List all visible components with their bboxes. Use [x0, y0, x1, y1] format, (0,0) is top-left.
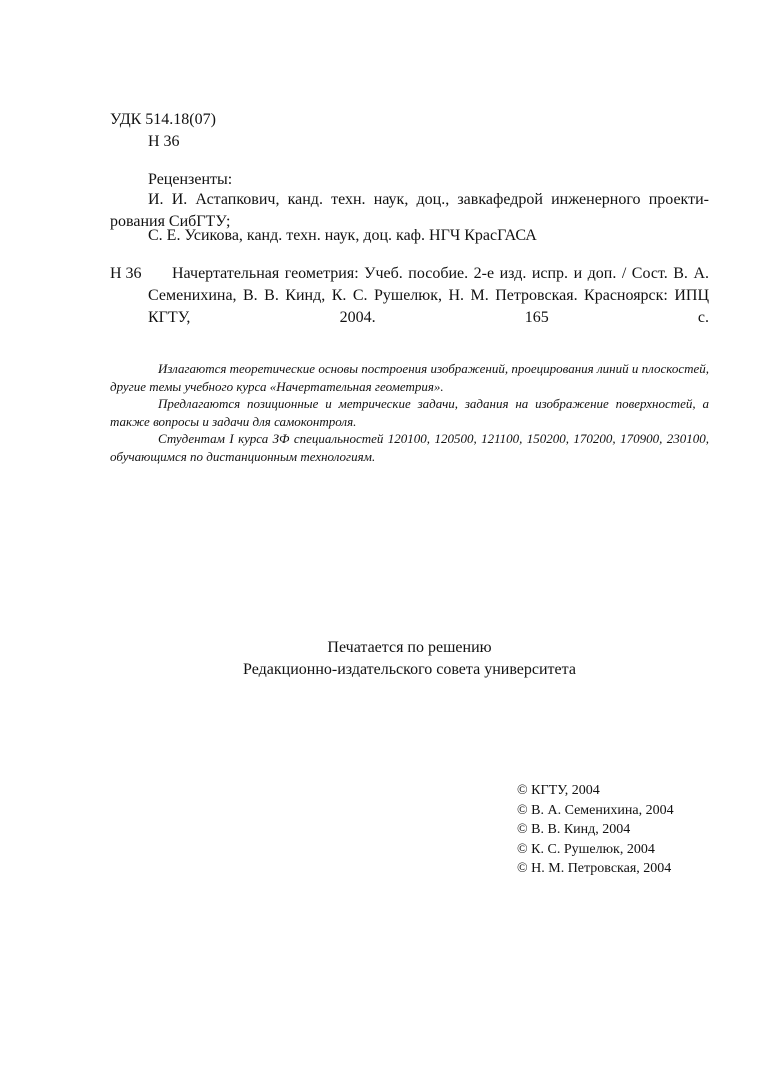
udc-code: УДК 514.18(07) [110, 111, 216, 128]
copyright-line: © В. В. Кинд, 2004 [517, 822, 631, 837]
publication-note [110, 637, 709, 681]
bibliographic-author-mark: Н 36 [110, 265, 142, 282]
bibliographic-description: Начертательная геометрия: Учеб. пособие. 2-е изд. испр. и доп. / Сост. В. А. Семенихина, В. В. Кинд, К. С. Рушелюк, Н. М. Петровская. Красноярск: ИПЦ КГТУ, 2004. 165 с. [148, 265, 709, 326]
copyright-line: © В. А. Семенихина, 2004 [517, 802, 674, 818]
copyright-line: © К. С. Рушелюк, 2004 [517, 841, 655, 857]
abstract-paragraph: Излагаются теоретические основы построения изображений, проецирования линий и плоскостей, другие темы учебного курса «Начертательная геометрия». [110, 361, 709, 394]
abstract-paragraph: Студентам I курса ЗФ специальностей 120100, 120500, 121100, 150200, 170200, 170900, 230100, обучающимся по дистанционным технологиям. [110, 431, 709, 464]
reviewers-heading: Рецензенты: [148, 171, 233, 188]
copyright-block [517, 781, 674, 879]
publication-note-line: Редакционно-издательского совета университета [243, 661, 576, 678]
reviewer-entry: И. И. Астапкович, канд. техн. наук, доц., завкафедрой инженерного проектирования СибГТУ; [110, 191, 709, 230]
abstract-paragraph: Предлагаются позиционные и метрические задачи, задания на изображение поверхностей, а также вопросы и задачи для самоконтроля. [110, 396, 709, 429]
author-mark: Н 36 [148, 133, 180, 150]
publication-note-line: Печатается по решению [327, 639, 492, 656]
copyright-line: © Н. М. Петровская, 2004 [517, 861, 672, 876]
abstract [110, 360, 709, 465]
reviewer-entry: С. Е. Усикова, канд. техн. наук, доц. каф. НГЧ КрасГАСА [148, 227, 537, 244]
copyright-line: © КГТУ, 2004 [517, 783, 600, 798]
